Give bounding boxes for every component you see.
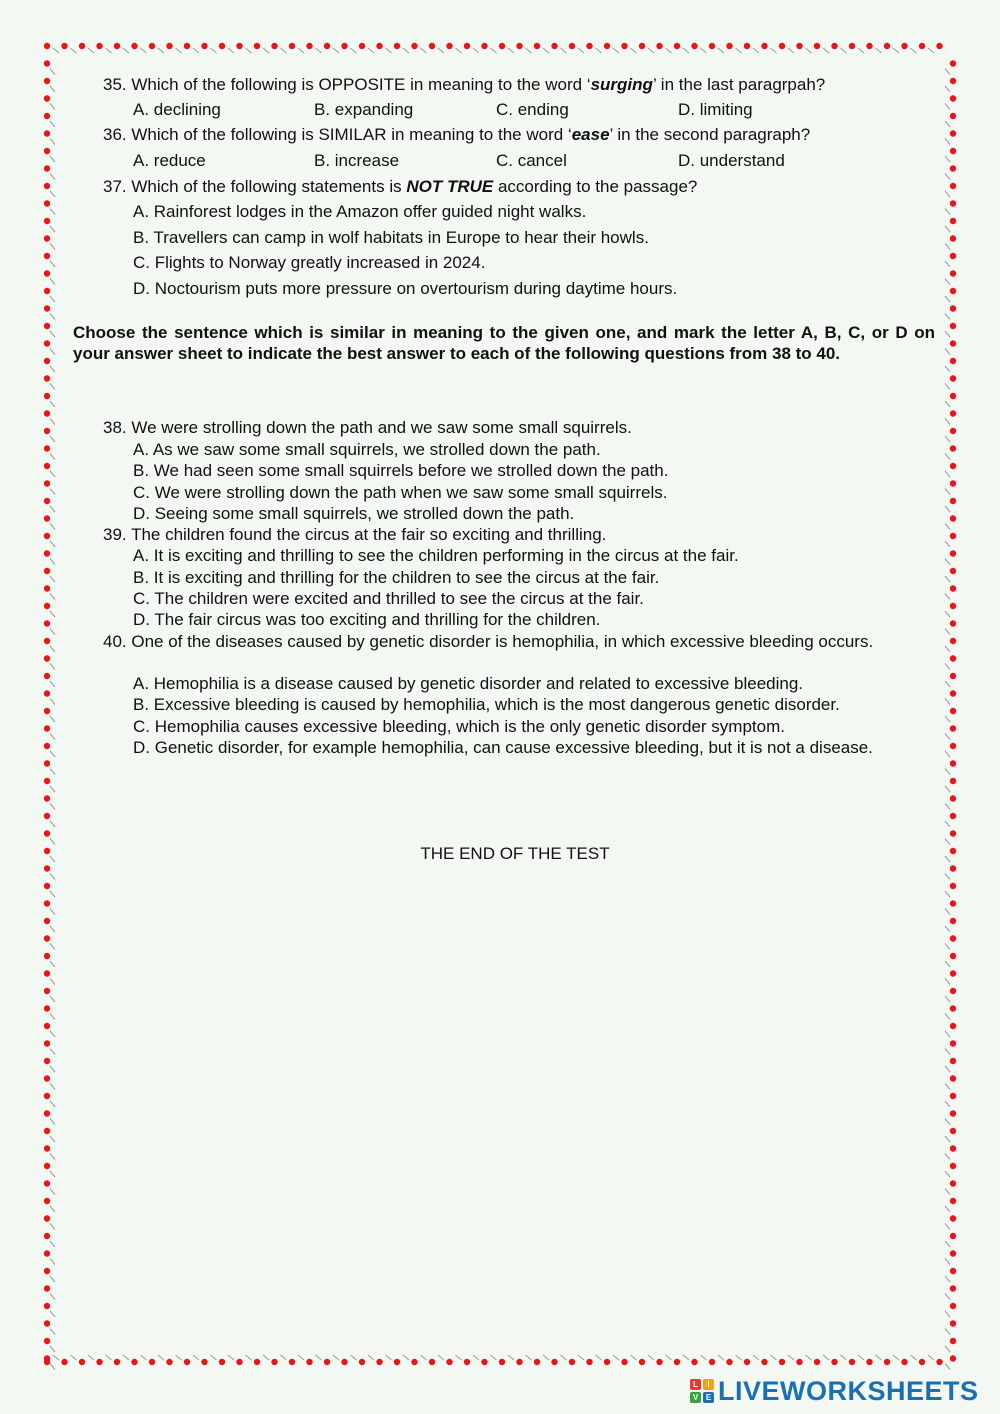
option-35a[interactable]: A. declining — [133, 100, 221, 119]
logo-tile: E — [703, 1392, 714, 1403]
question-text-end: ’ in the last paragrpah? — [652, 75, 826, 94]
option-38a[interactable]: A. As we saw some small squirrels, we strolled down the path. — [133, 440, 601, 459]
logo-tile: V — [690, 1392, 701, 1403]
logo-text: LIVEWORKSHEETS — [718, 1375, 979, 1406]
question-text-end: according to the passage? — [493, 177, 698, 196]
option-37b[interactable]: B. Travellers can camp in wolf habitats in Europe to hear their howls. — [133, 228, 649, 247]
option-39b[interactable]: B. It is exciting and thrilling for the children to see the circus at the fair. — [133, 568, 660, 587]
option-35b[interactable]: B. expanding — [314, 100, 414, 119]
option-37d[interactable]: D. Noctourism puts more pressure on overtourism during daytime hours. — [133, 279, 678, 298]
option-35d[interactable]: D. limiting — [678, 100, 753, 119]
option-38d[interactable]: D. Seeing some small squirrels, we strolled down the path. — [133, 504, 575, 523]
option-39d[interactable]: D. The fair circus was too exciting and thrilling for the children. — [133, 610, 601, 629]
option-38c[interactable]: C. We were strolling down the path when we saw some small squirrels. — [133, 483, 668, 502]
question-number: 35. — [103, 75, 127, 94]
question-text: We were strolling down the path and we saw some small squirrels. — [131, 418, 632, 437]
question-text: One of the diseases caused by genetic disorder is hemophilia, in which excessive bleeding occurs. — [131, 632, 874, 651]
end-of-test: THE END OF THE TEST — [420, 844, 610, 863]
logo-tile: I — [703, 1379, 714, 1390]
question-keyword: ease — [571, 125, 610, 144]
question-35 — [103, 74, 923, 95]
option-38b[interactable]: B. We had seen some small squirrels before we strolled down the path. — [133, 461, 669, 480]
option-37a[interactable]: A. Rainforest lodges in the Amazon offer guided night walks. — [133, 202, 587, 221]
question-number: 36. — [103, 125, 127, 144]
option-39c[interactable]: C. The children were excited and thrilled to see the circus at the fair. — [133, 589, 644, 608]
option-40d[interactable]: D. Genetic disorder, for example hemophilia, can cause excessive bleeding, but it is not a disease. — [133, 738, 873, 757]
section-instruction: Choose the sentence which is similar in meaning to the given one, and mark the letter A, B, C, or D on your answer sheet to indicate the best answer to each of the following questions from 38 to 40. — [73, 323, 935, 363]
option-36a[interactable]: A. reduce — [133, 151, 206, 170]
option-40b[interactable]: B. Excessive bleeding is caused by hemophilia, which is the most dangerous genetic disorder. — [133, 695, 840, 714]
option-37c[interactable]: C. Flights to Norway greatly increased in 2024. — [133, 253, 486, 272]
logo-tile: L — [690, 1379, 701, 1390]
option-40a[interactable]: A. Hemophilia is a disease caused by genetic disorder and related to excessive bleeding. — [133, 674, 804, 693]
option-35c[interactable]: C. ending — [496, 100, 569, 119]
question-text: Which of the following is OPPOSITE in meaning to the word ‘ — [131, 75, 591, 94]
option-39a[interactable]: A. It is exciting and thrilling to see the children performing in the circus at the fair. — [133, 546, 739, 565]
question-number: 38. — [103, 418, 127, 437]
question-text-end: ’ in the second paragraph? — [609, 125, 811, 144]
question-text: The children found the circus at the fair so exciting and thrilling. — [131, 525, 607, 544]
question-37 — [103, 176, 923, 197]
question-keyword: NOT TRUE — [406, 177, 494, 196]
question-keyword: surging — [590, 75, 653, 94]
option-36c[interactable]: C. cancel — [496, 151, 567, 170]
question-40 — [103, 631, 912, 652]
option-40c[interactable]: C. Hemophilia causes excessive bleeding, which is the only genetic disorder symptom. — [133, 717, 785, 736]
question-number: 40. — [103, 632, 127, 651]
question-38 — [103, 417, 923, 438]
question-text: Which of the following is SIMILAR in meaning to the word ‘ — [131, 125, 572, 144]
option-36d[interactable]: D. understand — [678, 151, 785, 170]
question-number: 37. — [103, 177, 127, 196]
option-36b[interactable]: B. increase — [314, 151, 400, 170]
liveworksheets-logo[interactable] — [690, 1376, 979, 1406]
question-number: 39. — [103, 525, 127, 544]
question-36 — [103, 124, 923, 145]
logo-tiles-icon — [690, 1379, 714, 1403]
question-39 — [103, 524, 923, 545]
question-text: Which of the following statements is — [131, 177, 407, 196]
